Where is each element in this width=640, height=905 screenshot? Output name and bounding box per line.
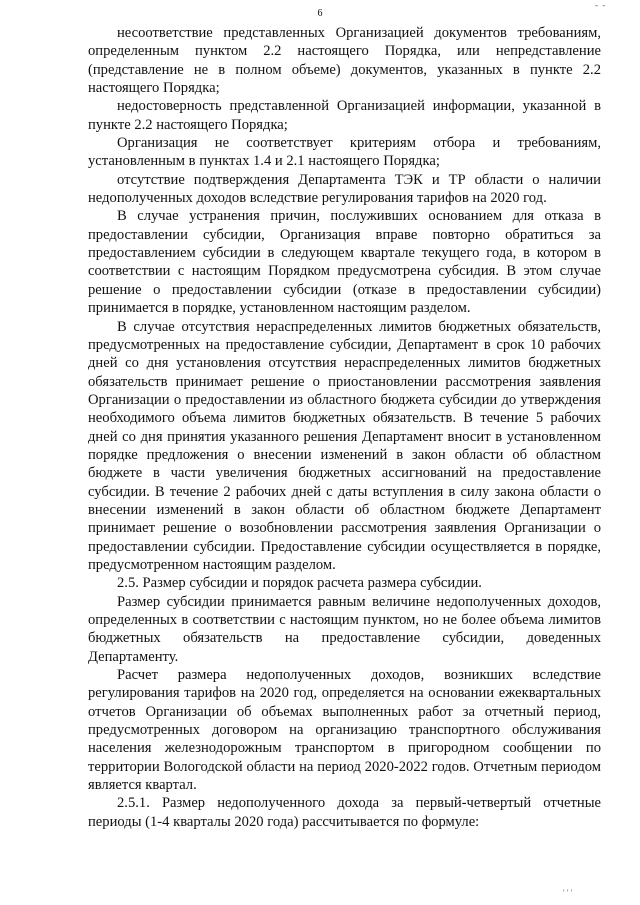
- paragraph: несоответствие представленных Организацией документов требованиям, определенным пунктом 2.2 настоящего Порядка, или непредставление (представление не в полном объеме) документов, указанных в пункте 2.2 настоящего Порядка;: [88, 25, 601, 97]
- paragraph: Организация не соответствует критериям отбора и требованиям, установленным в пунктах 1.4 и 2.1 настоящего Порядка;: [88, 135, 601, 170]
- section-heading: 2.5. Размер субсидии и порядок расчета размера субсидии.: [117, 575, 482, 592]
- document-body: [88, 24, 601, 831]
- paragraph: В случае устранения причин, послуживших основанием для отказа в предоставлении субсидии, Организация вправе повторно обратиться за предоставлением субсидии в следующем квартале текущего года, в котором в соответствии с настоящим Порядком предусмотрена субсидия. В этом случае решение о предоставлении субсидии (отказе в предоставлении субсидии) принимается в порядке, установленном настоящим разделом.: [88, 208, 601, 317]
- paragraph: В случае отсутствия нераспределенных лимитов бюджетных обязательств, предусмотренных на предоставление субсидии, Департамент в срок 10 рабочих дней со дня установления отсутствия нераспределенных лимитов бюджетных обязательств принимает решение о приостановлении рассмотрения заявления Организации о предоставлении из областного бюджета субсидии до утверждения необходимого объема лимитов бюджетных обязательств. В течение 5 рабочих дней со дня принятия указанного решения Департамент вносит в установленном порядке предложения о внесении изменений в закон области об областном бюджете в части увеличения бюджетных ассигнований на предоставление субсидии. В течение 2 рабочих дней с даты вступления в силу закона области о внесении изменений в закон области об областном бюджете Департамент принимает решение о возобновлении рассмотрения заявления Организации о предоставлении субсидии. Предоставление субсидии осуществляется в порядке, предусмотренном настоящим разделом.: [88, 318, 601, 573]
- paragraph: недостоверность представленной Организацией информации, указанной в пункте 2.2 настоящего Порядка;: [88, 98, 601, 133]
- paragraph: Расчет размера недополученных доходов, возникших вследствие регулирования тарифов на 2020 год, определяется на основании ежеквартальных отчетов Организации об объемах выполненных работ за отчетный период, предусмотренных договором на организацию транспортного обслуживания населения железнодорожным транспортом в пригородном сообщении по территории Вологодской области на период 2020-2022 годов. Отчетным периодом является квартал.: [88, 667, 601, 794]
- page-number: 6: [317, 8, 323, 19]
- scan-corner-mark: - -: [595, 0, 607, 10]
- paragraph: отсутствие подтверждения Департамента ТЭК и ТР области о наличии недополученных доходов вследствие регулирования тарифов на 2020 год.: [88, 171, 601, 207]
- paragraph: Размер субсидии принимается равным величине недополученных доходов, определенных в соответствии с настоящим пунктом, но не более объема лимитов бюджетных обязательств на предоставление субсидии, доведенных Департаменту.: [88, 593, 601, 665]
- scan-bottom-mark: ' ' ': [563, 888, 573, 898]
- paragraph: 2.5.1. Размер недополученного дохода за первый-четвертый отчетные периоды (1-4 кварталы 2020 года) рассчитывается по формуле:: [88, 795, 601, 830]
